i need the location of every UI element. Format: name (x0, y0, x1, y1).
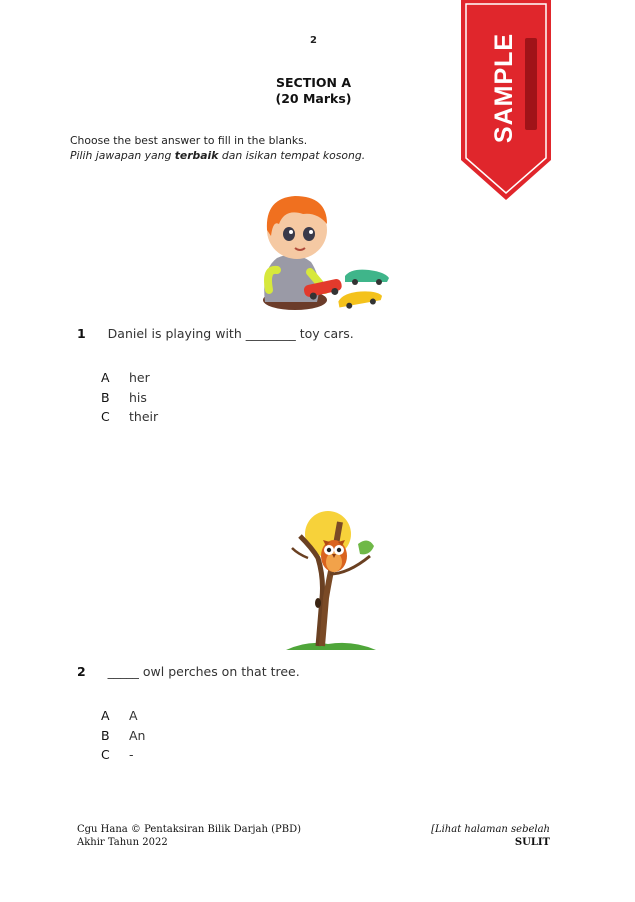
question-number: 1 (77, 326, 86, 341)
sample-stamp (461, 0, 551, 200)
footer-left (77, 823, 301, 849)
option-letter: C (101, 747, 110, 762)
instruction-malay-part2: dan isikan tempat kosong. (218, 149, 366, 162)
page-number: 2 (310, 35, 317, 46)
option-text: his (129, 389, 147, 405)
instruction-english: Choose the best answer to fill in the blanks. (70, 134, 308, 147)
option-b[interactable] (101, 388, 158, 408)
owl-on-tree-illustration (278, 508, 383, 656)
answer-blank: ________ (245, 326, 296, 341)
question-number: 2 (77, 664, 86, 679)
question-text-after: owl perches on that tree. (138, 664, 300, 679)
instruction-malay-bold: terbaik (174, 149, 219, 162)
option-text: A (129, 708, 138, 723)
option-letter: C (101, 409, 110, 424)
stamp-label: SAMPLE (490, 32, 518, 144)
section-title: SECTION A (275, 75, 351, 90)
option-c[interactable] (101, 745, 145, 765)
option-letter: B (101, 389, 110, 405)
option-text: her (129, 370, 150, 385)
option-letter: B (101, 727, 110, 743)
instruction-malay (70, 148, 365, 163)
option-letter: A (101, 370, 110, 385)
option-a[interactable] (101, 706, 145, 726)
footer-right (431, 823, 550, 849)
boy-playing-toy-cars-illustration (255, 190, 395, 320)
question-2 (77, 664, 300, 679)
option-letter: A (101, 708, 110, 723)
question-text-after: toy cars. (295, 326, 354, 341)
footer-classification: SULIT (514, 837, 550, 848)
option-a[interactable] (101, 368, 158, 388)
footer-term: Akhir Tahun 2022 (77, 837, 168, 848)
option-text: - (129, 747, 134, 762)
question-text-before: Daniel is playing with (107, 326, 246, 341)
answer-blank: _____ (107, 664, 139, 679)
instructions (70, 133, 365, 163)
option-b[interactable] (101, 726, 145, 746)
section-marks: (20 Marks) (275, 91, 352, 106)
footer-next-page: [Lihat halaman sebelah (431, 824, 550, 835)
option-text: their (129, 409, 159, 424)
question-1 (77, 326, 354, 341)
footer-copyright: Cgu Hana © Pentaksiran Bilik Darjah (PBD) (77, 824, 302, 835)
option-text: An (129, 727, 146, 743)
question-1-options (101, 368, 158, 427)
question-2-options (101, 706, 145, 765)
instruction-malay-part1: Pilih jawapan yang (70, 149, 175, 162)
option-c[interactable] (101, 407, 158, 427)
